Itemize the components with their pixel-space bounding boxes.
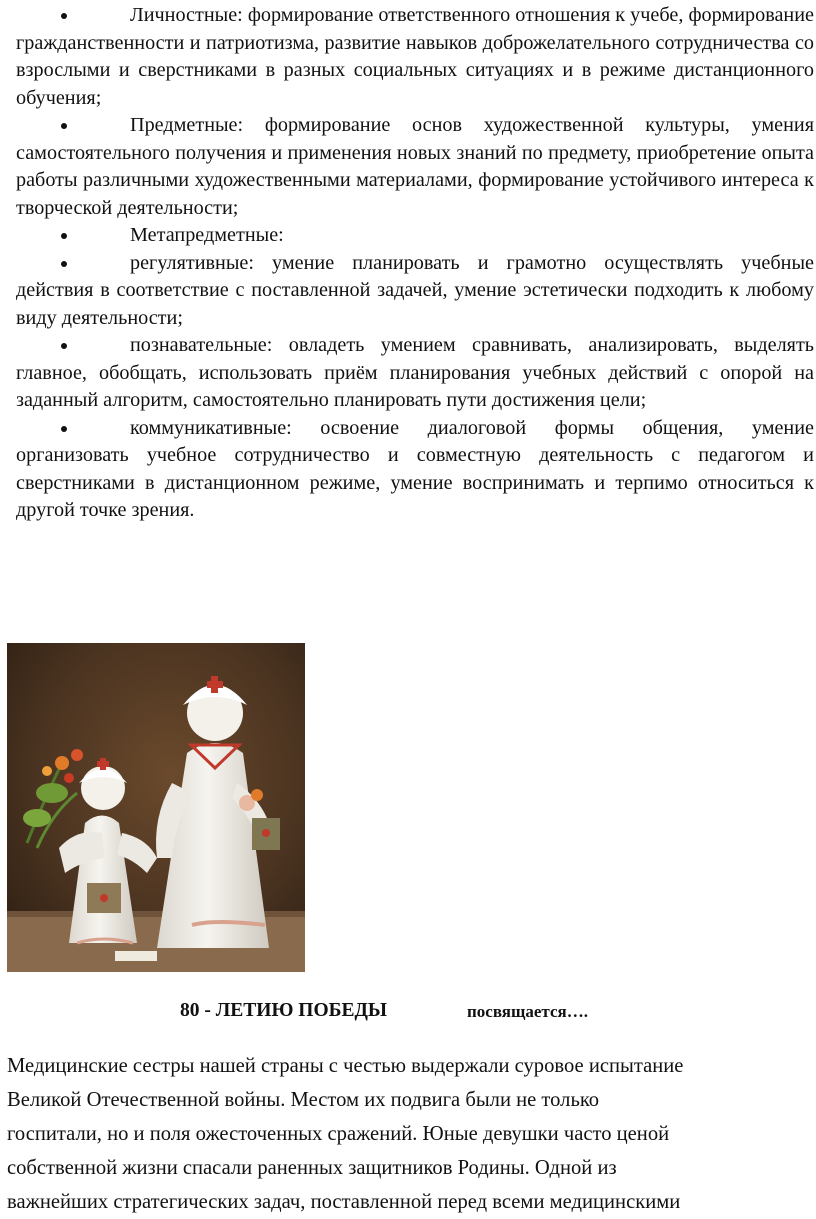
- paragraph-line: собственной жизни спасали раненных защитников Родины. Одной из: [7, 1157, 617, 1179]
- list-item-text: коммуникативные: освоение диалоговой формы общения, умение организовать учебное сотрудничество и совместную деятельность с педагогом и сверстниками в дистанционном режиме, умение воспринимать и терпимо относиться к другой точке зрения.: [16, 416, 814, 521]
- list-item-text: регулятивные: умение планировать и грамотно осуществлять учебные действия в соответствие с поставленной задачей, умение эстетически подходить к любому виду деятельности;: [16, 251, 814, 329]
- list-item-text: Метапредметные:: [130, 224, 284, 246]
- bullet-icon: [61, 123, 67, 129]
- list-item-text: Личностные: формирование ответственного отношения к учебе, формирование гражданственности и патриотизма, развитие навыков доброжелательного сотрудничества со взрослыми и сверстниками в разных социальных ситуациях и в режиме дистанционного обучения;: [16, 4, 814, 109]
- list-item-subject: [16, 112, 814, 222]
- bullet-icon: [61, 233, 67, 239]
- paragraph-line: Медицинские сестры нашей страны с честью выдержали суровое испытание: [7, 1055, 684, 1077]
- heading-sub: посвящается….: [467, 1002, 588, 1021]
- list-item-personal: [16, 2, 814, 112]
- bullet-icon: [61, 343, 67, 349]
- paragraph-line: Великой Отечественной войны. Местом их подвига были не только: [7, 1089, 600, 1111]
- list-item-communicative: [16, 415, 814, 525]
- heading-main: 80 - ЛЕТИЮ ПОБЕДЫ: [180, 1000, 388, 1021]
- paragraph-line: госпитали, но и поля ожесточенных сражений. Юные девушки часто ценой: [7, 1123, 670, 1145]
- bullet-icon: [61, 426, 67, 432]
- list-item-metasubject: [16, 222, 814, 250]
- bullet-icon: [61, 261, 67, 267]
- bullet-icon: [61, 13, 67, 19]
- list-item-regulatory: [16, 250, 814, 333]
- nurse-dolls-photo: [7, 643, 305, 972]
- list-item-cognitive: [16, 332, 814, 415]
- list-item-text: Предметные: формирование основ художественной культуры, умения самостоятельного получения и применения новых знаний по предмету, приобретение опыта работы различными художественными материалами, формирование устойчивого интереса к творческой деятельности;: [16, 114, 814, 219]
- paragraph-line: важнейших стратегических задач, поставленной перед всеми медицинскими: [7, 1191, 681, 1213]
- learning-outcomes-list: [16, 2, 814, 525]
- list-item-text: познавательные: овладеть умением сравнивать, анализировать, выделять главное, обобщать, использовать приём планирования учебных действий с опорой на заданный алгоритм, самостоятельно планировать пути достижения цели;: [16, 334, 814, 411]
- nurses-paragraph: [7, 1049, 815, 1219]
